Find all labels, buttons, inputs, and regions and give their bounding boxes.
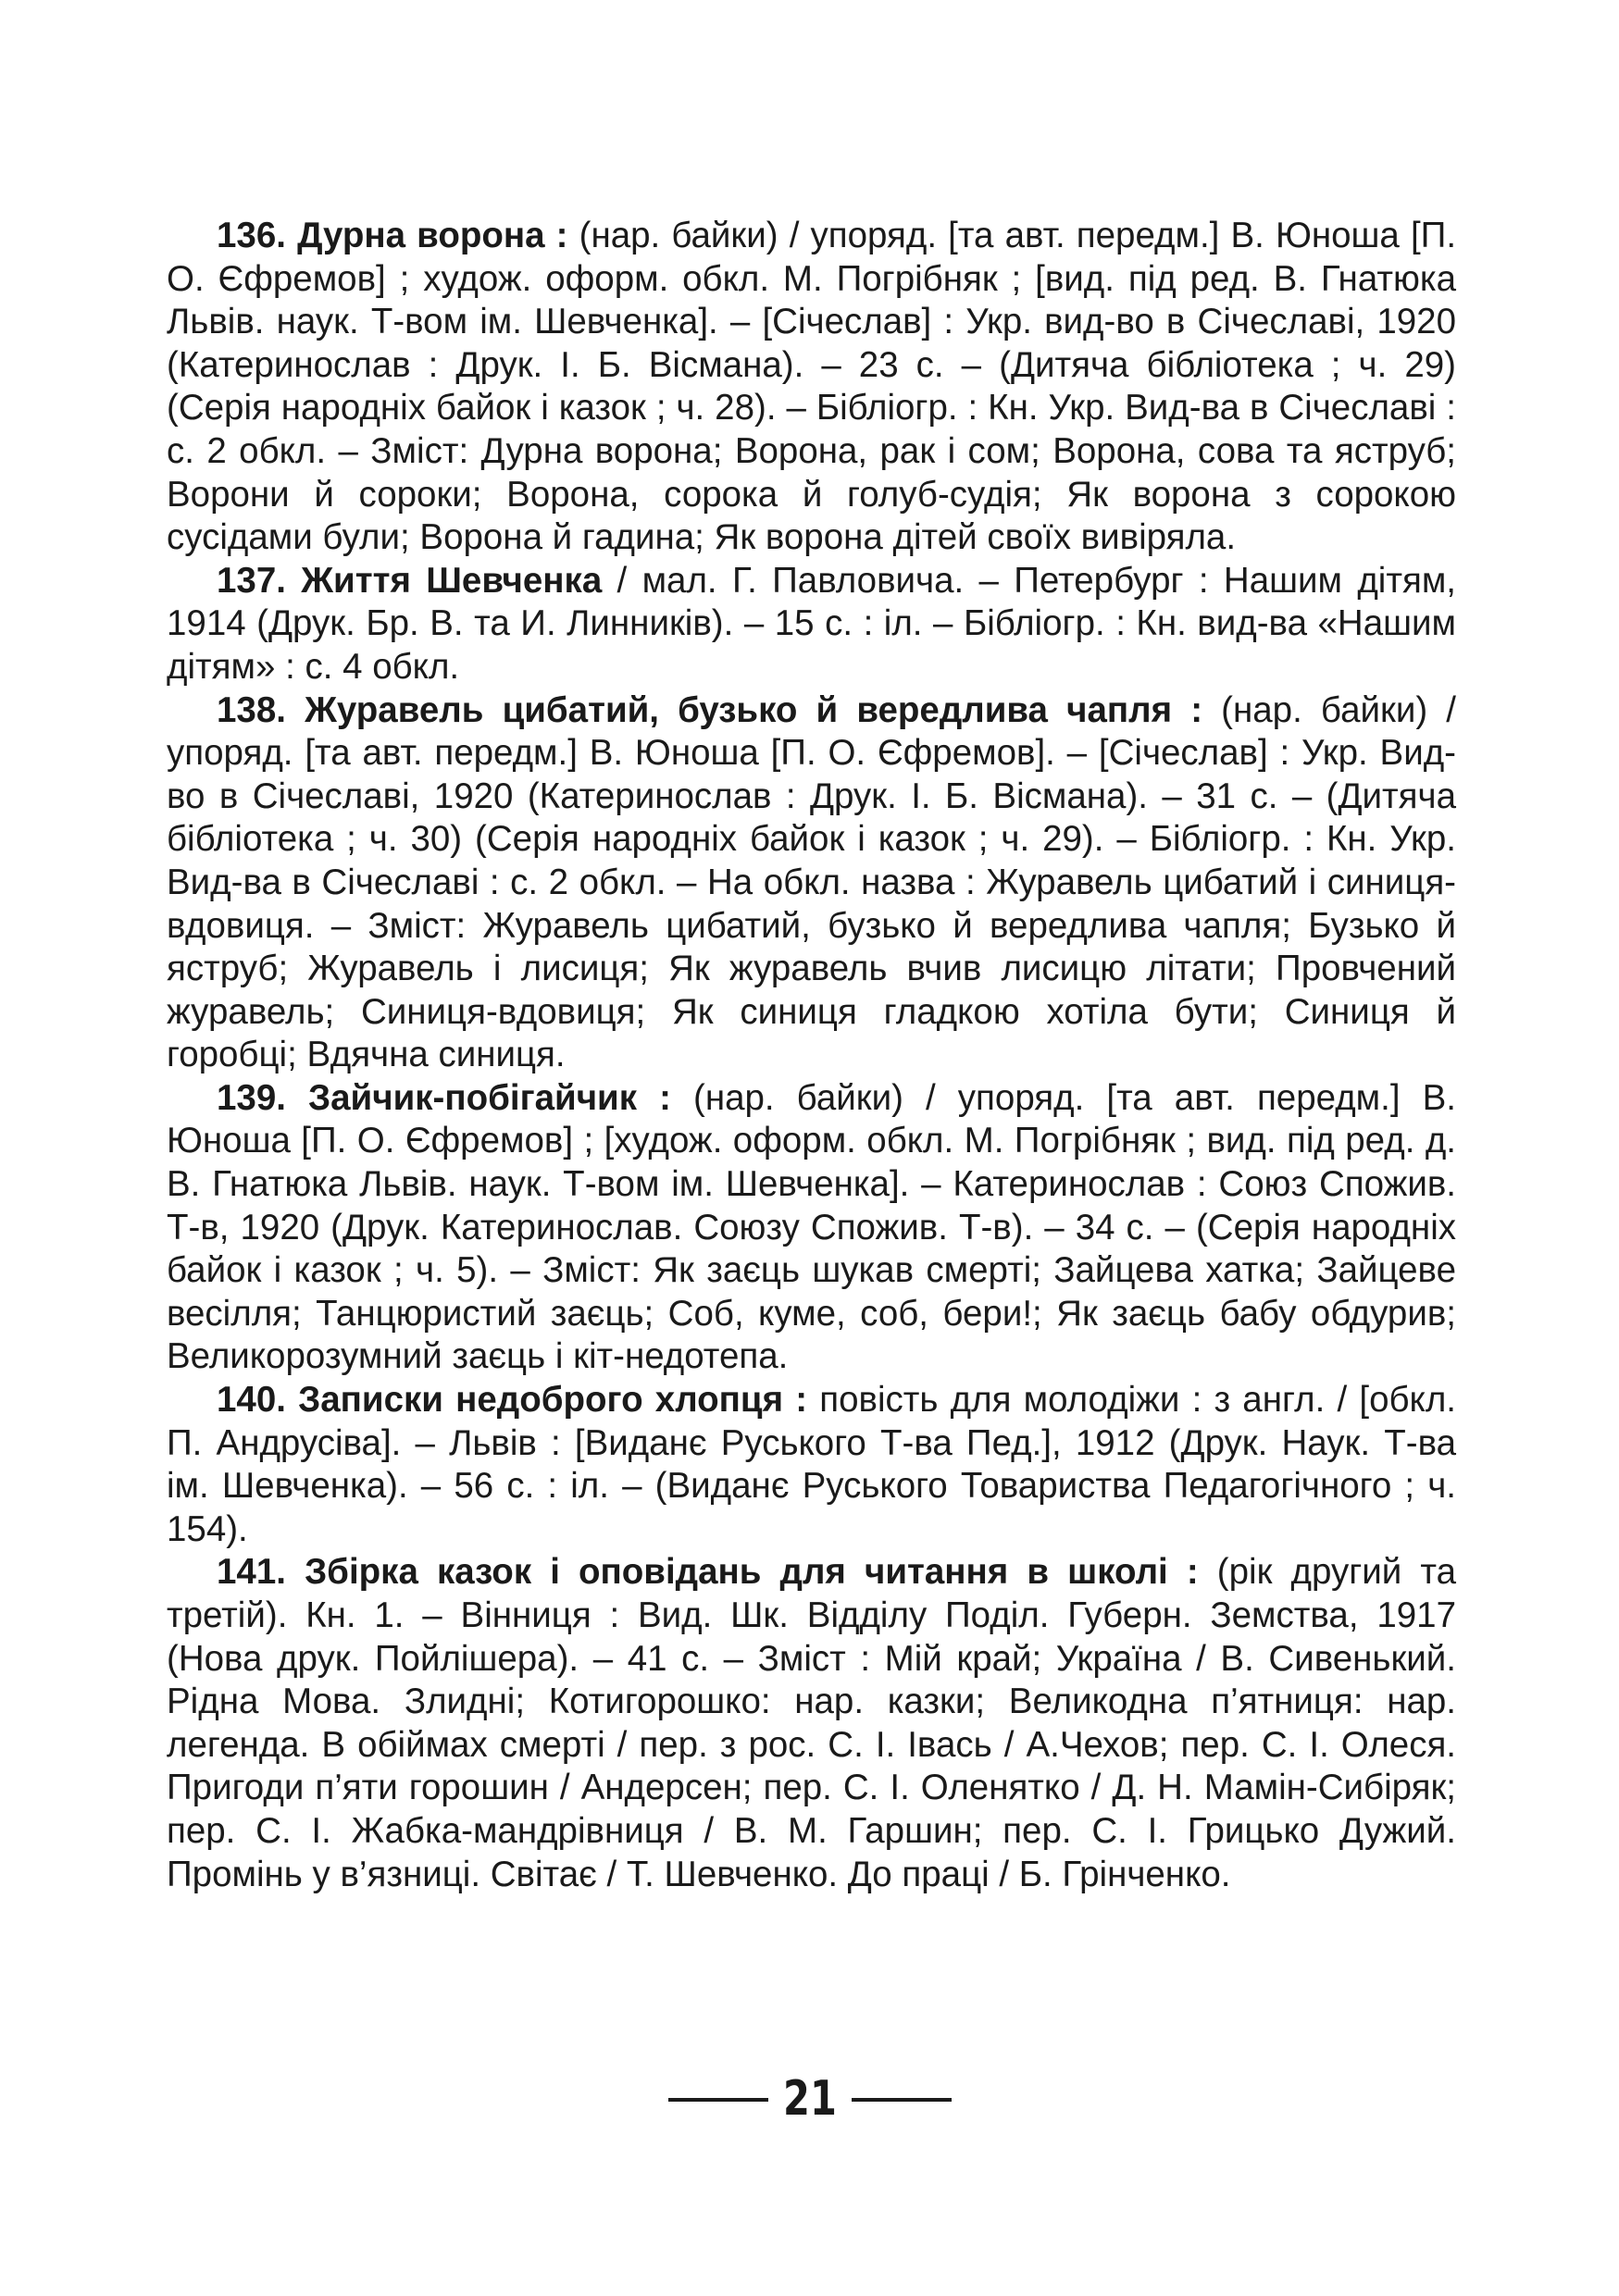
entry-description: (нар. байки) / упоряд. [та авт. передм.] В. Юноша [П. О. Єфремов] ; [худож. оформ. обкл. М. Погрібняк ; вид. під ред. д. В. Гнатюка Львів. наук. Т-вом ім. Шевченка]. – Катеринослав : Союз Спожив. Т-в, 1920 (Друк. Катеринослав. Союзу Спожив. Т-в). – 34 с. – (Серія народніх байок і казок ; ч. 5). – Зміст: Як заєць шукав смерті; Зайцева хатка; Зайцеве весілля; Танцюристий заєць; Соб, куме, соб, бери!; Як заєць бабу обдурив; Великорозумний заєць і кіт-недотепа.: [167, 1077, 1456, 1377]
entry-number: 136.: [217, 216, 286, 255]
footer-rule-right: [852, 2098, 952, 2102]
entry-title: Зайчик-побігайчик :: [308, 1077, 671, 1118]
bibliography-entry-138: [167, 689, 1456, 1077]
bibliography-entry-140: [167, 1379, 1456, 1551]
entry-title: Збірка казок і оповідань для читання в школі :: [305, 1552, 1199, 1593]
page-footer: [0, 2071, 1619, 2127]
bibliography-entry-139: [167, 1077, 1456, 1379]
bibliography-entry-136: [167, 215, 1456, 560]
page-number: 21: [783, 2071, 837, 2127]
entry-description: повість для молодіжи : з англ. / [обкл. П. Андрусіва]. – Львів : [Виданє Руського Т-ва Пед.], 1912 (Друк. Наук. Т-ва ім. Шевченка). – 56 с. : іл. – (Виданє Руського Товариства Педагогічного ; ч. 154).: [167, 1380, 1456, 1549]
bibliography-entry-137: [167, 560, 1456, 689]
entry-description: (рік другий та третій). Кн. 1. – Вінниця : Вид. Шк. Відділу Поділ. Губерн. Земства, 1917 (Нова друк. Пойлішера). – 41 с. – Зміст : Мій край; Україна / В. Сивенький. Рідна Мова. Злидні; Котигорошко: нар. казки; Великодна п’ятниця: нар. легенда. В обіймах смерті / пер. з рос. С. І. Івась / А.Чехов; пер. С. І. Олеся. Пригоди п’яти горошин / Андерсен; пер. С. І. Оленятко / Д. Н. Мамін-Сибіряк; пер. С. І. Жабка-мандрівниця / В. М. Гаршин; пер. С. І. Грицько Дужий. Промінь у в’язниці. Світає / Т. Шевченко. До праці / Б. Грінченко.: [167, 1552, 1456, 1894]
entry-title: Записки недоброго хлопця :: [298, 1380, 808, 1421]
entry-description: (нар. байки) / упоряд. [та авт. передм.] В. Юноша [П. О. Єфремов] ; худож. оформ. обкл. М. Погрібняк ; [вид. під ред. В. Гнатюка Львів. наук. Т-вом ім. Шевченка]. – [Січеслав] : Укр. вид-во в Січеславі, 1920 (Катеринослав : Друк. І. Б. Вісмана). – 23 с. – (Дитяча бібліотека ; ч. 29) (Серія народніх байок і казок ; ч. 28). – Бібліогр. : Кн. Укр. Вид-ва в Січеславі : с. 2 обкл. – Зміст: Дурна ворона; Ворона, рак і сом; Ворона, сова та яструб; Ворони й сороки; Ворона, сорока й голуб-судія; Як ворона з сорокою сусідами були; Ворона й гадина; Як ворона дітей своїх вивіряла.: [167, 216, 1457, 558]
entry-number: 138.: [217, 689, 286, 730]
entry-title: Життя Шевченка: [301, 560, 603, 601]
entry-number: 140.: [217, 1380, 286, 1421]
entry-number: 141.: [217, 1552, 286, 1593]
footer-rule-left: [668, 2098, 768, 2102]
entry-description: (нар. байки) / упоряд. [та авт. передм.] В. Юноша [П. О. Єфремов]. – [Січеслав] : Укр. Вид-во в Січеславі, 1920 (Катеринослав : Друк. І. Б. Вісмана). – 31 с. – (Дитяча бібліотека ; ч. 30) (Серія народніх байок і казок ; ч. 29). – Бібліогр. : Кн. Укр. Вид-ва в Січеславі : с. 2 обкл. – На обкл. назва : Журавель цибатий і синиця-вдовиця. – Зміст: Журавель цибатий, бузько й вередлива чапля; Бузько й яструб; Журавель і лисиця; Як журавель вчив лисицю літати; Провчений журавель; Синиця-вдовиця; Як синиця гладкою хотіла бути; Синиця й горобці; Вдячна синиця.: [167, 689, 1456, 1075]
document-body: [167, 215, 1456, 1896]
entry-title: Дурна ворона :: [297, 216, 568, 255]
entry-title: Журавель цибатий, бузько й вередлива чапля :: [305, 689, 1203, 730]
entry-number: 137.: [217, 560, 286, 601]
entry-number: 139.: [217, 1077, 286, 1118]
entry-description: / мал. Г. Павловича. – Петербург : Нашим дітям, 1914 (Друк. Бр. В. та И. Линників). – 15 с. : іл. – Бібліогр. : Кн. вид-ва «Нашим дітям» : с. 4 обкл.: [167, 560, 1456, 687]
bibliography-entry-141: [167, 1551, 1456, 1896]
